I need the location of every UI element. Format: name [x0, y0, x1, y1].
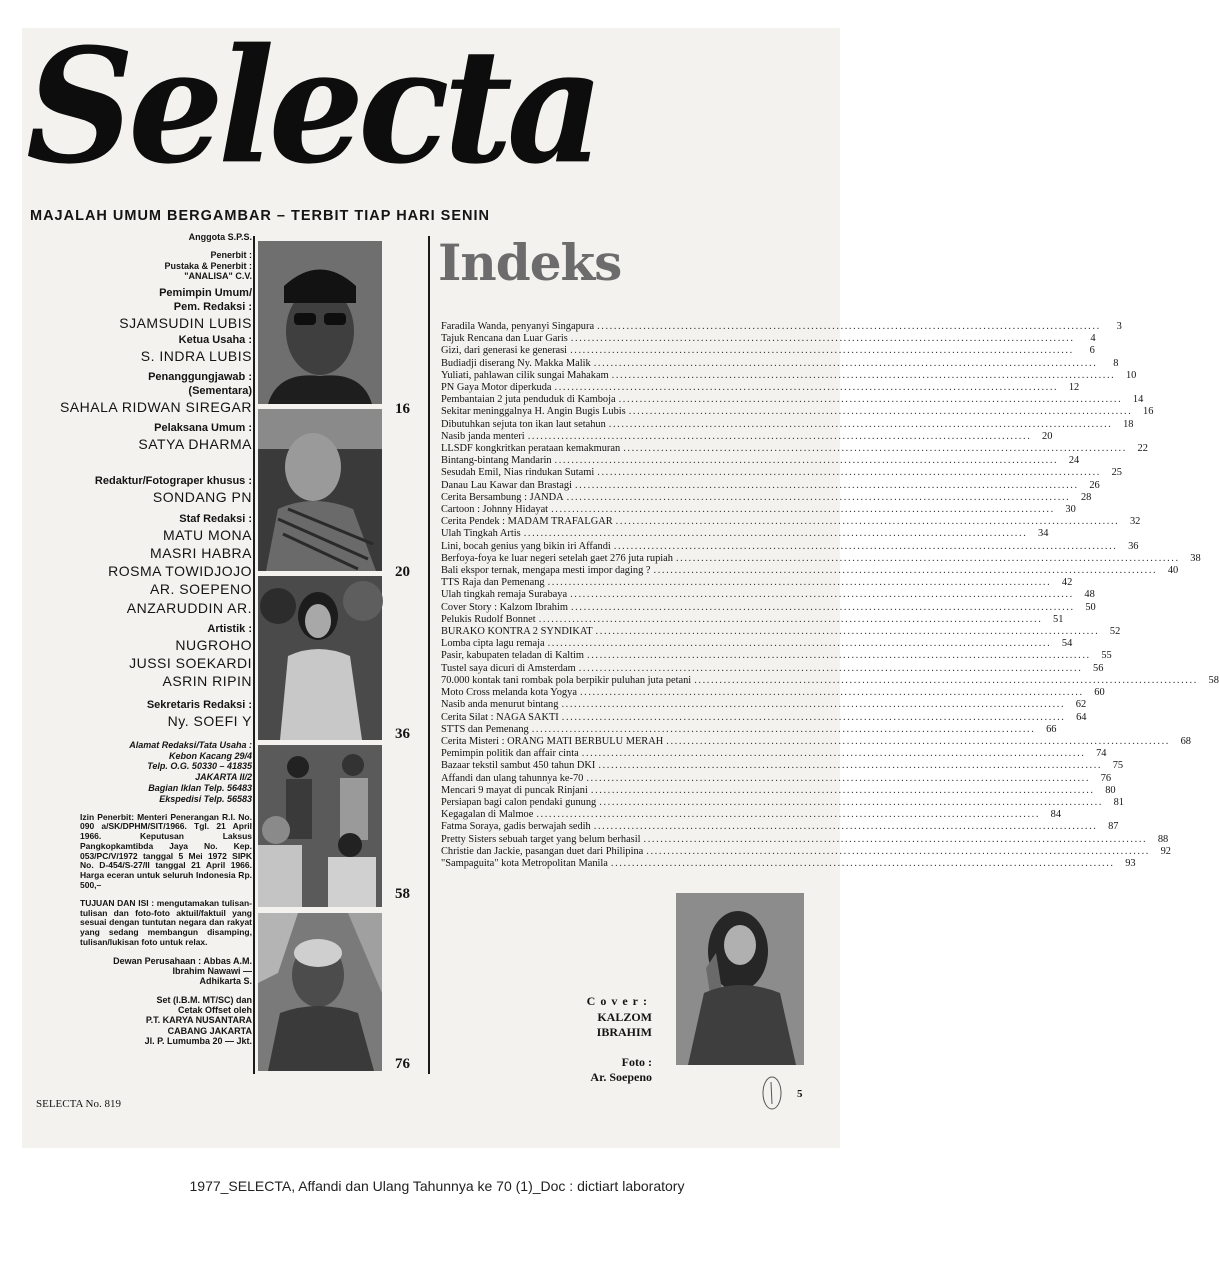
index-entry-page: 10	[1125, 369, 1137, 381]
index-entry-leader: ........................................................................................................................	[531, 723, 1036, 735]
index-entry-leader: ........................................................................................................................	[618, 394, 1123, 406]
index-entry-page: 32	[1129, 516, 1141, 528]
index-entry	[441, 796, 1124, 809]
index-entry-leader: ........................................................................................................................	[554, 455, 1059, 467]
index-entry	[441, 430, 1053, 443]
photo-page-number: 20	[395, 564, 410, 580]
index-entry-leader: ........................................................................................................................	[554, 382, 1059, 394]
index-entry-page: 87	[1108, 821, 1119, 833]
index-entry-page: 24	[1068, 455, 1080, 467]
index-entry-page: 88	[1157, 833, 1169, 845]
photo-affandi	[258, 913, 382, 1071]
index-entry	[441, 369, 1137, 382]
photo-old-woman	[258, 409, 382, 571]
index-entry-title: Pasir, kabupaten teladan di Kaltim	[441, 650, 584, 662]
index-entry-leader: ........................................................................................................................	[579, 687, 1084, 699]
photo-man-peci	[258, 241, 382, 404]
staff-penerbit-2: "ANALISA" C.V.	[184, 271, 252, 282]
index-entry-page: 18	[1123, 418, 1134, 430]
index-entry-title: Faradila Wanda, penyanyi Singapura	[441, 321, 595, 332]
index-entry-leader: ........................................................................................................................	[597, 467, 1101, 479]
staff-staf-name: MASRI HABRA	[150, 545, 252, 561]
index-entry-leader: ........................................................................................................................	[570, 345, 1074, 357]
index-entry-leader: ........................................................................................................................	[536, 809, 1041, 821]
staff-penerbit-label: Penerbit :	[210, 250, 252, 261]
index-entry-leader: ........................................................................................................................	[578, 662, 1083, 674]
index-entry-page: 93	[1125, 857, 1136, 869]
index-entry	[441, 491, 1092, 504]
index-entry-page: 56	[1093, 662, 1104, 674]
index-entry-title: Cerita Misteri : ORANG MATI BERBULU MERAH	[441, 735, 664, 747]
index-entry	[441, 723, 1057, 736]
staff-staf-name: AR. SOEPENO	[150, 581, 252, 598]
staff-set-line: Set (I.B.M. MT/SC) dan	[156, 994, 252, 1005]
index-entry	[441, 321, 1122, 333]
staff-staf-name: ANZARUDDIN AR.	[126, 599, 252, 616]
index-entry-title: Danau Lau Kawar dan Brastagi	[441, 479, 572, 491]
index-entry-title: Cartoon : Johnny Hidayat	[441, 504, 549, 516]
staff-dewan-line: Adhikarta S.	[199, 976, 252, 987]
index-entry-leader: ........................................................................................................................	[587, 650, 1091, 662]
staff-artistik-name: JUSSI SOEKARDI	[129, 655, 252, 672]
index-entry-title: Bazaar tekstil sambut 450 tahun DKI	[441, 760, 596, 772]
staff-pemimpin-label-1: Pemimpin Umum/	[159, 287, 252, 300]
staff-set-line: P.T. KARYA NUSANTARA	[145, 1015, 252, 1026]
cover-model-name: KALZOM IBRAHIM	[596, 1009, 652, 1040]
staff-set-block	[20, 995, 252, 1047]
staff-redaktur-name: SONDANG PN	[152, 489, 252, 506]
index-entry-page: 28	[1080, 491, 1092, 503]
index-entry	[441, 394, 1144, 406]
index-entry-leader: ........................................................................................................................	[570, 333, 1075, 345]
index-entry-page: 40	[1167, 565, 1179, 577]
index-entry-leader: ........................................................................................................................	[561, 711, 1066, 723]
cover-foto-label: Foto :	[621, 1054, 652, 1069]
index-entry-title: LLSDF kongkritkan perataan kemakmuran	[441, 443, 621, 455]
index-entry	[441, 613, 1064, 626]
index-entry-page: 3	[1116, 321, 1122, 332]
index-entry	[441, 479, 1100, 492]
index-entry-title: Affandi dan ulang tahunnya ke-70	[441, 772, 584, 784]
index-entry	[441, 699, 1087, 711]
index-entry-page: 14	[1132, 394, 1144, 406]
index-entry-page: 52	[1109, 626, 1121, 638]
index-entry-page: 20	[1042, 430, 1053, 442]
index-entry-leader: ........................................................................................................................	[527, 430, 1032, 442]
staff-redaktur-label: Redaktur/Fotograper khusus :	[94, 475, 252, 488]
index-entry	[441, 833, 1169, 846]
index-entry-leader: ........................................................................................................................	[646, 845, 1150, 857]
index-entry-leader: ........................................................................................................................	[570, 589, 1074, 601]
issue-footer: SELECTA No. 819	[36, 1098, 121, 1110]
index-entry-leader: ........................................................................................................................	[551, 504, 1055, 516]
index-entry	[441, 626, 1121, 638]
index-entry-page: 38	[1190, 552, 1201, 564]
index-entry	[441, 357, 1119, 370]
staff-artistik-label: Artistik :	[207, 622, 252, 635]
staff-penanggung-name: SAHALA RIDWAN SIREGAR	[59, 398, 252, 415]
index-entry-title: Gizi, dari generasi ke generasi	[441, 345, 568, 357]
index-entry	[441, 809, 1062, 821]
index-entry	[441, 516, 1141, 528]
index-entry	[441, 687, 1105, 699]
index-entry-leader: ........................................................................................................................	[694, 674, 1198, 686]
index-entry	[441, 711, 1087, 724]
handwritten-mark-icon	[760, 1074, 784, 1112]
index-entry	[441, 504, 1076, 516]
index-entry-leader: ........................................................................................................................	[570, 601, 1075, 613]
staff-pemimpin-label-2: Pem. Redaksi :	[173, 300, 252, 313]
index-entry-title: Nasib anda menurut bintang	[441, 699, 559, 711]
staff-pelaksana-label: Pelaksana Umum :	[154, 421, 252, 434]
staff-pemimpin-name: SJAMSUDIN LUBIS	[119, 314, 252, 331]
staff-address-line: Telp. O.G. 50330 – 41835	[147, 761, 252, 772]
staff-dewan-line: Dewan Perusahaan : Abbas A.M.	[113, 955, 252, 966]
index-entry-title: Fatma Soraya, gadis berwajah sedih	[441, 821, 591, 833]
staff-ketua-name: S. INDRA LUBIS	[140, 348, 252, 365]
index-entry-title: Yuliati, pahlawan cilik sungai Mahakam	[441, 369, 609, 381]
index-entry-title: Berfoya-foya ke luar negeri setelah gaet 276 juta rupiah	[441, 552, 673, 564]
index-entry-title: Persiapan bagi calon pendaki gunung	[441, 796, 597, 808]
index-entry-leader: ........................................................................................................................	[547, 577, 1052, 589]
index-entry	[441, 467, 1122, 479]
cover-thumbnail	[676, 893, 804, 1065]
staff-set-line: Cetak Offset oleh	[177, 1004, 252, 1015]
index-entry-page: 12	[1068, 382, 1080, 394]
photo-page-number: 76	[395, 1056, 410, 1072]
index-entry-page: 81	[1113, 796, 1124, 808]
index-entry-page: 51	[1053, 613, 1064, 625]
index-entry-page: 55	[1101, 650, 1112, 662]
index-entry-page: 54	[1061, 638, 1073, 650]
staff-penerbit-1: Pustaka & Penerbit :	[164, 260, 252, 271]
staff-pelaksana-name: SATYA DHARMA	[138, 436, 252, 453]
staff-dewan-block	[20, 956, 252, 987]
index-entry-page: 48	[1084, 589, 1095, 601]
index-entry-leader: ........................................................................................................................	[611, 369, 1116, 381]
index-entry-page: 36	[1128, 540, 1139, 552]
index-entry	[441, 772, 1112, 785]
photo-group-people	[258, 745, 382, 907]
index-entry-leader: ........................................................................................................................	[593, 357, 1098, 369]
staff-staf-label: Staf Redaksi :	[179, 512, 252, 525]
staff-address-line: Kebon Kacang 29/4	[168, 750, 252, 761]
staff-address-line: Alamat Redaksi/Tata Usaha :	[129, 739, 252, 750]
staff-izin-text: Izin Penerbit: Menteri Penerangan R.I. No. 090 a/SK/DPHM/SIT/1966. Tgl. 21 April 1966. Keputusan Laksus Pangkopkamtibda Jaya No. Kep. 053/PC/V/1972 tanggal 5 Mei 1972 SIPK No. D-454/S-27/II tanggal 21 April 1966. Harga eceran untuk seluruh Indonesia Rp. 500,–	[80, 811, 252, 891]
staff-artistik-name: NUGROHO	[175, 636, 252, 653]
index-entry-title: Lomba cipta lagu remaja	[441, 638, 545, 650]
index-entry-title: Bali ekspor ternak, mengapa mesti impor daging ?	[441, 565, 651, 577]
index-entry-page: 50	[1085, 601, 1096, 613]
index-entry-title: Moto Cross melanda kota Yogya	[441, 687, 577, 699]
index-entry-leader: ........................................................................................................................	[523, 528, 1028, 540]
index-entry-leader: ........................................................................................................................	[561, 699, 1066, 711]
index-entry	[441, 418, 1134, 431]
index-entry-page: 4	[1090, 333, 1096, 345]
index-entry	[441, 528, 1049, 540]
staff-address-line: JAKARTA II/2	[195, 772, 252, 783]
index-entry-page: 16	[1143, 406, 1154, 418]
index-entry-leader: ........................................................................................................................	[597, 321, 1101, 332]
index-entry-page: 92	[1160, 845, 1171, 857]
index-entry-title: Lini, bocah genius yang bikin iri Affandi	[441, 540, 611, 552]
index-entry-title: Ulah Tingkah Artis	[441, 528, 521, 540]
index-entry-leader: ........................................................................................................................	[593, 821, 1098, 833]
index-entry-leader: ........................................................................................................................	[595, 626, 1100, 638]
index-entry	[441, 821, 1119, 833]
index-entry-page: 30	[1065, 504, 1076, 516]
staff-penanggung-label-1: Penanggungjawab :	[148, 371, 252, 384]
staff-anggota: Anggota S.P.S.	[188, 232, 252, 242]
index-entry	[441, 382, 1080, 394]
staff-staf-name: MATU MONA	[162, 526, 252, 543]
staff-set-line: Jl. P. Lumumba 20 — Jkt.	[144, 1036, 252, 1047]
index-entry-leader: ........................................................................................................................	[666, 735, 1170, 747]
index-entry-leader: ........................................................................................................................	[590, 784, 1095, 796]
index-entry-page: 8	[1113, 357, 1119, 369]
index-entry-leader: ........................................................................................................................	[610, 857, 1115, 869]
index-entry-page: 84	[1050, 809, 1062, 821]
index-entry-page: 76	[1100, 772, 1112, 784]
index-entry-page: 80	[1105, 784, 1116, 796]
index-entry-leader: ........................................................................................................................	[608, 418, 1113, 430]
staff-sekretaris-name: Ny. SOEFI Y	[167, 712, 252, 729]
index-entry-page: 64	[1076, 711, 1087, 723]
index-entry-leader: ........................................................................................................................	[574, 479, 1079, 491]
index-entry-page: 62	[1075, 699, 1087, 711]
cover-photographer: Ar. Soepeno	[590, 1070, 652, 1085]
index-entry	[441, 735, 1191, 748]
page-number: 5	[797, 1088, 803, 1100]
index-entry-page: 42	[1061, 577, 1073, 589]
index-entry	[441, 443, 1148, 455]
index-entry-title: Kegagalan di Malmoe	[441, 809, 534, 821]
index-entry	[441, 540, 1139, 553]
index-entry-title: Pelukis Rudolf Bonnet	[441, 613, 536, 625]
index-title: Indeks	[438, 233, 622, 292]
index-entry-title: Nasib janda menteri	[441, 430, 525, 442]
index-entry	[441, 589, 1095, 601]
index-entry	[441, 845, 1171, 858]
index-entry-leader: ........................................................................................................................	[675, 552, 1180, 564]
staff-set-line: CABANG JAKARTA	[167, 1025, 252, 1036]
index-entry-title: Cerita Silat : NAGA SAKTI	[441, 711, 559, 723]
index-entry-title: Pretty Sisters sebuah target yang belum berhasil	[441, 833, 641, 845]
index-entry	[441, 455, 1080, 467]
index-entry	[441, 333, 1096, 345]
index-entry-leader: ........................................................................................................................	[598, 760, 1103, 772]
staff-staf-name: ROSMA TOWIDJOJO	[108, 563, 252, 580]
index-entry	[441, 857, 1136, 870]
image-caption: 1977_SELECTA, Affandi dan Ulang Tahunnya ke 70 (1)_Doc : dictiart laboratory	[189, 1178, 685, 1194]
index-entry-title: Pemimpin politik dan affair cinta	[441, 748, 579, 760]
index-entry-title: Budiadji diserang Ny. Makka Malik	[441, 357, 591, 369]
index-entry-leader: ........................................................................................................................	[599, 796, 1103, 808]
photo-page-number: 16	[395, 401, 410, 417]
index-entry-title: Bintang-bintang Mandarin	[441, 455, 552, 467]
index-entry	[441, 406, 1154, 418]
index-entry-leader: ........................................................................................................................	[643, 833, 1148, 845]
index-entry-leader: ........................................................................................................................	[615, 516, 1120, 528]
index-entry	[441, 565, 1179, 577]
index-entry-leader: ........................................................................................................................	[566, 491, 1071, 503]
index-entry	[441, 760, 1124, 772]
staff-address-line: Ekspedisi Telp. 56583	[159, 793, 252, 804]
index-entry-title: Cover Story : Kalzom Ibrahim	[441, 601, 568, 613]
index-entry-leader: ........................................................................................................................	[538, 613, 1043, 625]
index-entry-title: Cerita Bersambung : JANDA	[441, 491, 564, 503]
staff-dewan-line: Ibrahim Nawawi —	[172, 965, 252, 976]
index-entry-leader: ........................................................................................................................	[653, 565, 1158, 577]
index-entry-title: Dibutuhkan sejuta ton ikan laut setahun	[441, 418, 606, 430]
masthead-tagline: MAJALAH UMUM BERGAMBAR – TERBIT TIAP HARI SENIN	[30, 208, 490, 224]
index-entry-title: 70.000 kontak tani rombak pola berpikir puluhan juta petani	[441, 674, 692, 686]
index-entry-leader: ........................................................................................................................	[613, 540, 1118, 552]
index-entry-page: 75	[1112, 760, 1124, 772]
index-entry-title: Tajuk Rencana dan Luar Garis	[441, 333, 568, 345]
index-entry-title: PN Gaya Motor diperkuda	[441, 382, 552, 394]
column-divider-left	[253, 236, 255, 1074]
column-divider-right	[428, 236, 430, 1074]
index-entry-title: Tustel saya dicuri di Amsterdam	[441, 662, 576, 674]
index-entry-page: 68	[1180, 735, 1191, 747]
index-entry	[441, 748, 1107, 760]
index-entry-title: BURAKO KONTRA 2 SYNDIKAT	[441, 626, 593, 638]
index-entry-page: 66	[1046, 723, 1057, 735]
index-entry-title: Ulah tingkah remaja Surabaya	[441, 589, 568, 601]
staff-tujuan-text: TUJUAN DAN ISI : mengutamakan tulisan-tulisan dan foto-foto aktuil/faktuil yang sesuai dengan tuntutan negara dan rakyat yang sedang membangun disamping, tulisan/lukisan foto untuk relax.	[80, 897, 252, 947]
index-entry-title: Sesudah Emil, Nias rindukan Sutami	[441, 467, 595, 479]
index-entry-leader: ........................................................................................................................	[628, 406, 1133, 418]
index-entry-leader: ........................................................................................................................	[547, 638, 1052, 650]
staff-address-line: Bagian Iklan Telp. 56483	[148, 783, 252, 794]
staff-artistik-name: ASRIN RIPIN	[162, 673, 252, 690]
index-entry-title: Christie dan Jackie, pasangan duet dari Philipina	[441, 845, 644, 857]
photo-page-number: 58	[395, 886, 410, 902]
index-entry-title: STTS dan Pemenang	[441, 723, 529, 735]
index-entry-title: Sekitar meninggalnya H. Angin Bugis Lubis	[441, 406, 626, 418]
index-entry-title: Mencari 9 mayat di puncak Rinjani	[441, 784, 588, 796]
index-entry-leader: ........................................................................................................................	[586, 772, 1091, 784]
index-entry-title: Cerita Pendek : MADAM TRAFALGAR	[441, 516, 613, 528]
index-entry	[441, 662, 1104, 675]
staff-penanggung-label-2: (Sementara)	[188, 384, 252, 397]
index-entry-page: 26	[1089, 479, 1100, 491]
index-entry-page: 25	[1111, 467, 1122, 479]
cover-credit	[540, 994, 652, 1086]
index-entry-title: "Sampaguita" kota Metropolitan Manila	[441, 857, 608, 869]
index-entry-page: 74	[1096, 748, 1107, 760]
index-entry-title: Pembantaian 2 juta penduduk di Kamboja	[441, 394, 616, 406]
masthead-logo: Selecta	[26, 14, 598, 200]
index-entry	[441, 601, 1096, 614]
photo-young-woman	[258, 576, 382, 740]
index-entry-page: 34	[1038, 528, 1049, 540]
index-entry-leader: ........................................................................................................................	[581, 748, 1086, 760]
staff-ketua-label: Ketua Usaha :	[178, 333, 252, 346]
index-entry	[441, 650, 1112, 662]
index-entry-page: 22	[1137, 443, 1148, 455]
index-entry-page: 58	[1208, 674, 1219, 686]
staff-column	[20, 232, 252, 1046]
index-entry-page: 6	[1089, 345, 1095, 357]
index-entry-leader: ........................................................................................................................	[623, 443, 1127, 455]
index-entry	[441, 345, 1095, 357]
index-entry	[441, 552, 1201, 565]
cover-label: Cover:	[586, 994, 652, 1008]
staff-address-block	[20, 740, 252, 805]
index-entry-page: 60	[1094, 687, 1105, 699]
staff-sekretaris-label: Sekretaris Redaksi :	[146, 698, 252, 711]
index-entry	[441, 638, 1073, 650]
index-entry	[441, 674, 1219, 687]
index-entry	[441, 784, 1116, 797]
photo-page-number: 36	[395, 726, 410, 742]
index-entry	[441, 577, 1073, 589]
index-list	[441, 321, 1219, 870]
index-entry-title: TTS Raja dan Pemenang	[441, 577, 545, 589]
